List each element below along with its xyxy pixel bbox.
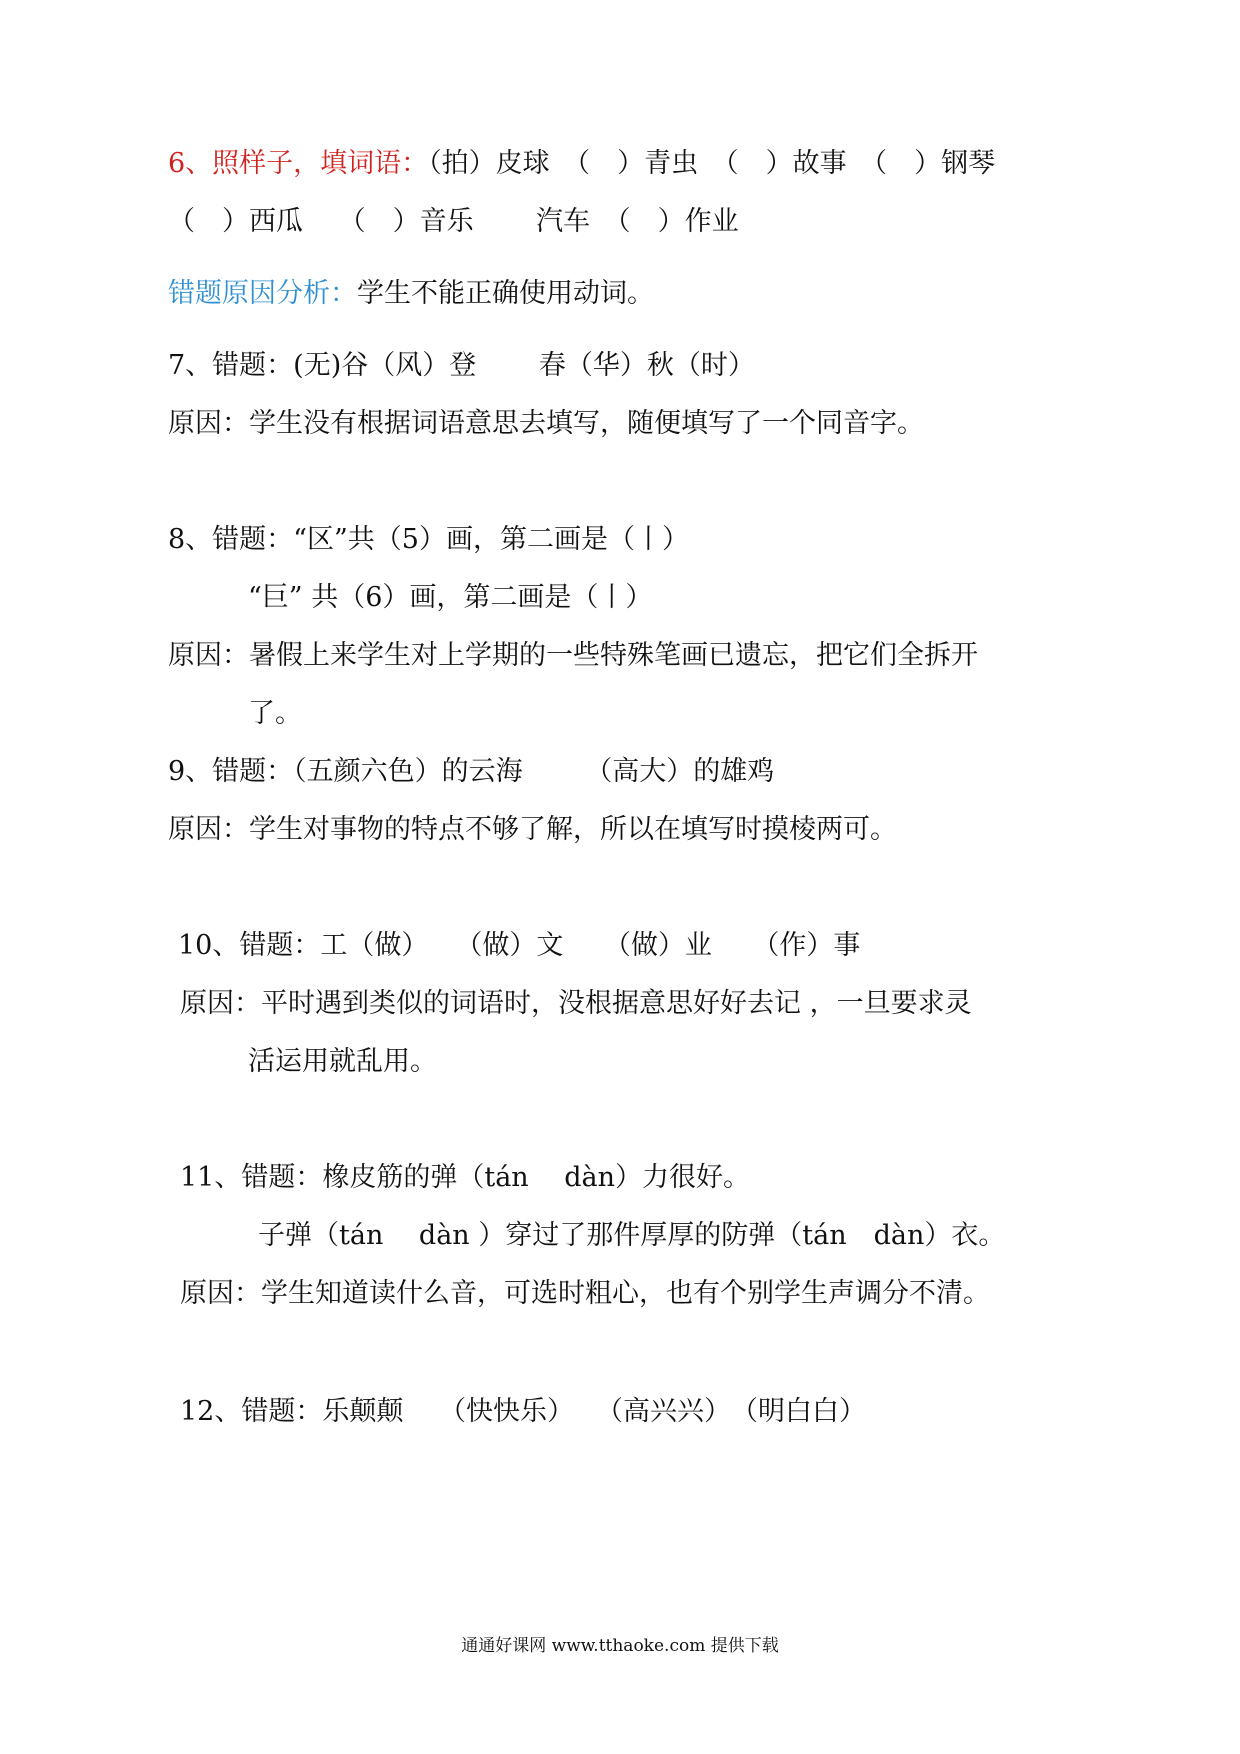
question-7-line: 7、错题：(无)谷（风）登 春（华）秋（时） (168, 350, 755, 381)
question-10-reason: 原因：平时遇到类似的词语时，没根据意思好好去记 ，一旦要求灵 (180, 988, 972, 1019)
question-7-reason: 原因：学生没有根据词语意思去填写，随便填写了一个同音字。 (168, 408, 924, 439)
question-8-reason: 原因：暑假上来学生对上学期的一些特殊笔画已遗忘，把它们全拆开 (168, 640, 978, 671)
question-10-line: 10、错题：工（做） （做）文 （做）业 （作）事 (178, 930, 861, 961)
question-6-items-1: （拍）皮球 （ ）青虫 （ ）故事 （ ）钢琴 (428, 148, 996, 179)
question-10-reason-cont: 活运用就乱用。 (248, 1046, 437, 1077)
question-12-line: 12、错题：乐颠颠 （快快乐） （高兴兴） （明白白） (180, 1396, 867, 1427)
question-6-items-2: （ ）西瓜 （ ）音乐 汽车 （ ）作业 (168, 206, 739, 237)
question-8-reason-cont: 了。 (248, 698, 302, 729)
error-analysis-label: 错题原因分析： (168, 278, 357, 309)
question-9-reason: 原因：学生对事物的特点不够了解，所以在填写时摸棱两可。 (168, 814, 897, 845)
question-6-line-1 (168, 146, 995, 182)
question-11-reason: 原因：学生知道读什么音，可选时粗心，也有个别学生声调分不清。 (180, 1278, 990, 1309)
question-11-line-1: 11、错题：橡皮筋的弹（tán dàn）力很好。 (180, 1162, 751, 1193)
question-8-line-2: “巨” 共（6）画，第二画是（丨） (248, 582, 653, 613)
footer-credit: 通通好课网 www.tthaoke.com 提供下载 (461, 1636, 779, 1656)
question-8-line-1: 8、错题：“区”共（5）画，第二画是（丨） (168, 524, 689, 555)
error-analysis (168, 276, 654, 312)
question-6-prompt: 6、照样子，填词语： (168, 148, 429, 179)
question-11-line-2: 子弹（tán dàn ）穿过了那件厚厚的防弹（tán dàn）衣。 (258, 1220, 1006, 1251)
question-9-line: 9、错题：（五颜六色）的云海 （高大）的雄鸡 (168, 756, 775, 787)
error-analysis-text: 学生不能正确使用动词。 (357, 278, 654, 309)
